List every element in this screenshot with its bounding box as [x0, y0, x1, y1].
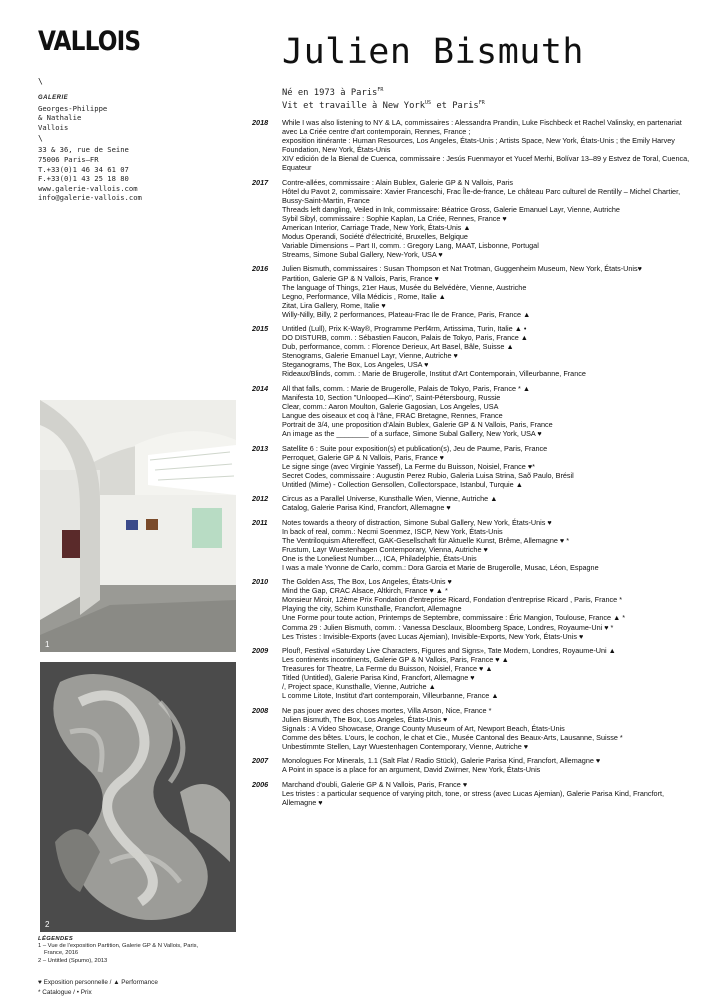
born-line	[282, 85, 485, 98]
exhibition-entry: Ne pas jouer avec des choses mortes, Villa Arson, Nice, France *	[282, 705, 492, 715]
exhibition-entry: The language of Things, 21er Haus, Musée du Belvédère, Vienne, Austriche	[282, 282, 527, 292]
exhibition-entry: Contre-allées, commissaire : Alain Bublex, Galerie GP & N Vallois, Paris	[282, 177, 514, 187]
year-entries	[282, 756, 692, 774]
photo-number: 1	[45, 640, 50, 649]
tick-mark: \	[38, 77, 43, 86]
year-group	[252, 118, 692, 172]
year-entries	[282, 444, 692, 489]
year-group	[252, 444, 692, 489]
exhibition-entry: Monsieur Miroir, 12ème Prix Fondation d'entreprise Ricard, Fondation d'entreprise Ricard , Paris, France *	[282, 595, 623, 605]
exhibition-entry: Portrait de 3/4, une proposition d'Alain Bublex, Galerie GP & N Vallois, Paris, France	[282, 420, 553, 430]
exhibition-entry: One is the Loneliest Number..., ICA, Philadelphie, États-Unis	[282, 553, 477, 563]
year-entries	[282, 264, 692, 318]
year-label: 2006	[252, 779, 269, 789]
exhibition-entry: Langue des oiseaux et coq à l'âne, FRAC Bretagne, Rennes, France	[282, 410, 503, 420]
year-label: 2008	[252, 705, 269, 715]
year-label: 2007	[252, 756, 269, 766]
exhibition-entry: Sybil Sibyl, commissaire : Sophie Kaplan, La Criée, Rennes, France ♥	[282, 213, 507, 223]
exhibition-entry: Comme des bêtes. L'ours, le cochon, le chat et Cie., Musée Cantonal des Beaux-Arts, Lausanne, Suisse *	[282, 732, 623, 742]
artwork-photo	[40, 662, 236, 932]
exhibition-photo	[40, 400, 236, 652]
exhibition-entry: While I was also listening to NY & LA, commissaires : Alessandra Prandin, Luke Fischbeck et Rachel Valinsky, en partenariat avec La Criée centre d'art contemporain, Rennes, France ;	[282, 118, 682, 137]
exhibition-entry: Treasures for Theatre, La Ferme du Buisson, Noisiel, France ♥ ▲	[282, 664, 493, 674]
exhibition-entry: Monologues For Minerals, 1.1 (Salt Flat / Radio Stück), Galerie Parisa Kind, Francfort, Allemagne ♥	[282, 756, 601, 766]
exhibition-entry: Rideaux/Blinds, comm. : Marie de Brugerolle, Institut d'Art Contemporain, Villeurbanne, France	[282, 369, 586, 379]
exhibition-entry: Plouf!, Festival «Saturday Live Characters, Figures and Signs», Tate Modern, Londres, Royaume-Uni ▲	[282, 646, 616, 655]
exhibition-entry: Notes towards a theory of distraction, Simone Subal Gallery, New York, États-Unis ♥	[282, 517, 552, 527]
legend-line: 1 – Vue de l'exposition Partition, Galerie GP & N Vallois, Paris,	[38, 943, 199, 950]
exhibition-entry: Legno, Performance, Villa Médicis , Rome, Italie ▲	[282, 291, 446, 301]
exhibition-entry: Julien Bismuth, The Box, Los Angeles, États-Unis ♥	[282, 714, 448, 724]
year-label: 2016	[252, 264, 269, 274]
year-group	[252, 577, 692, 640]
exhibition-entry: All that falls, comm. : Marie de Brugerolle, Palais de Tokyo, Paris, France * ▲	[282, 383, 531, 393]
exhibition-entry: Signals : A Video Showcase, Orange County Museum of Art, Newport Beach, États-Unis	[282, 723, 565, 733]
symbol-key	[38, 978, 158, 997]
country-code: FR	[377, 87, 384, 93]
exhibition-entry: Les continents incontinents, Galerie GP & N Vallois, Paris, France ♥ ▲	[282, 655, 509, 665]
tick-mark: \	[38, 134, 43, 144]
exhibition-entry: Les tristes : a particular sequence of varying pitch, tone, or stress (avec Lucas Ajemian), Galerie Parisa Kind, Francfort, Allemagne ♥	[282, 788, 665, 807]
year-label: 2014	[252, 383, 269, 393]
year-entries	[282, 577, 692, 640]
exhibition-entry: Marchand d'oubli, Galerie GP & N Vallois, Paris, France ♥	[282, 779, 468, 789]
exhibition-entry: Les Tristes : Invisible-Exports (avec Lucas Ajemian), Invisible-Exports, New York, États-Unis ♥	[282, 631, 584, 641]
gallery-info	[38, 94, 218, 203]
exhibition-entry: Zitat, Lira Gallery, Rome, Italie ♥	[282, 300, 386, 310]
exhibition-entry: The Golden Ass, The Box, Los Angeles, États-Unis ♥	[282, 577, 452, 587]
year-label: 2018	[252, 118, 269, 127]
exhibition-entry: Dub, performance, comm. : Florence Derieux, Art Basel, Bâle, Suisse ▲	[282, 342, 514, 352]
exhibition-entry: Playing the city, Schirn Kunsthalle, Francfort, Allemagne	[282, 604, 462, 614]
year-label: 2015	[252, 324, 269, 334]
legend-line: France, 2016	[44, 950, 79, 957]
exhibition-entry: Variable Dimensions – Part II, comm. : Gregory Lang, MAAT, Lisbonne, Portugal	[282, 241, 539, 250]
exhibition-entry: Perroquet, Galerie GP & N Vallois, Paris, France ♥	[282, 452, 444, 462]
exhibition-entry: /, Project space, Kunsthalle, Vienne, Autriche ▲	[282, 682, 436, 692]
owner-line: Georges-Philippe	[38, 103, 108, 113]
exhibition-entry: Threads left dangling, Veiled in Ink, commissaire: Béatrice Gross, Galerie Emanuel Layr, Vienne, Autriche	[282, 204, 620, 214]
exhibition-entry: Frustum, Layr Wuestenhagen Contemporary, Vienna, Autriche ♥	[282, 544, 488, 554]
exhibition-entry: The Ventriloquism Aftereffect, GAK-Gesellschaft für Aktuelle Kunst, Brême, Allemagne ♥ *	[282, 535, 570, 545]
year-entries	[282, 494, 692, 512]
website-link[interactable]: www.galerie-vallois.com	[38, 183, 138, 193]
exhibition-entry: Mind the Gap, CRAC Alsace, Altkirch, France ♥ ▲ *	[282, 586, 448, 596]
gallery-label: GALERIE	[38, 95, 69, 101]
exhibition-entry: Julien Bismuth, commissaires : Susan Thompson et Nat Trotman, Guggenheim Museum, New York, États-Unis♥	[282, 264, 642, 274]
exhibition-entry: Circus as a Parallel Universe, Kunsthalle Wien, Vienne, Autriche ▲	[282, 494, 498, 504]
legend	[38, 936, 238, 965]
key-line: ♥ Exposition personnelle / ▲ Performance	[38, 979, 158, 986]
exhibition-entry: American Interior, Carriage Trade, New York, États-Unis ▲	[282, 222, 471, 232]
sculpture-image	[40, 662, 236, 932]
exhibition-entry: Secret Codes, commissaire : Augustin Perez Rubio, Galeria Luisa Strina, Saõ Paulo, Brésil	[282, 470, 574, 480]
exhibition-entry: Untitled (Mime) - Collection Gensollen, Collectorspace, Istanbul, Turquie ▲	[282, 479, 523, 489]
exhibition-entry: Catalog, Galerie Parisa Kind, Francfort, Allemagne ♥	[282, 503, 451, 513]
exhibition-entry: Steganograms, The Box, Los Angeles, USA ♥	[282, 360, 429, 370]
exhibition-entry: Unbestimmte Stellen, Layr Wuestenhagen Contemporary, Vienne, Autriche ♥	[282, 741, 529, 751]
exhibition-entry: exposition itinérante : Human Resources, Los Angeles, États-Unis ; Artists Space, New York, États-Unis ; the Emily Harvey Foundation, New York, États-Unis	[282, 136, 675, 155]
country-code: FR	[478, 100, 485, 107]
exhibition-entry: Partition, Galerie GP & N Vallois, Paris, France ♥	[282, 273, 439, 283]
exhibition-entry: A Point in space is a place for an argument, David Zwirner, New York, États-Unis	[282, 765, 541, 775]
year-entries	[282, 646, 692, 700]
gallery-logo: VALLOIS	[38, 26, 141, 57]
year-entries	[282, 518, 692, 572]
photo-number: 2	[45, 920, 50, 929]
exhibition-list	[252, 118, 692, 812]
exhibition-entry: Une Forme pour toute action, Printemps de Septembre, commissaire : Éric Mangion, Toulouse, France ▲ *	[282, 613, 626, 623]
year-entries	[282, 706, 692, 751]
year-entries	[282, 324, 692, 378]
exhibition-entry: L comme Litote, Institut d'art contemporain, Villeurbanne, France ▲	[282, 691, 499, 701]
year-group	[252, 494, 692, 512]
artist-bio	[282, 85, 485, 112]
year-label: 2010	[252, 577, 269, 587]
year-group	[252, 706, 692, 751]
year-group	[252, 264, 692, 318]
exhibition-entry: Untitled (Lull), Prix K-Way®, Programme Perf4rm, Artissima, Turin, Italie ▲ •	[282, 324, 527, 334]
exhibition-entry: Manifesta 10, Section "Unlooped—Kino", Saint-Pétersbourg, Russie	[282, 392, 501, 402]
email-link[interactable]: info@galerie-vallois.com	[38, 193, 142, 203]
exhibition-entry: Modus Operandi, Société d'électricité, Bruxelles, Belgique	[282, 231, 468, 241]
exhibition-entry: Stenograms, Galerie Emanuel Layr, Vienne, Autriche ♥	[282, 351, 458, 361]
year-entries	[282, 780, 692, 807]
owner-line: Vallois	[38, 122, 69, 132]
exhibition-entry: XIV edición de la Bienal de Cuenca, commissaire : Jesús Fuenmayor et Yucef Merhi, Bolívar 13–89 y Estvez de Toral, Cuenca, Equateur	[282, 154, 690, 173]
exhibition-entry: Comma 29 : Julien Bismuth, comm. : Vanessa Desclaux, Bloomberg Space, Londres, Royaume-Uni ♥ *	[282, 622, 614, 632]
exhibition-entry: DO DISTURB, comm. : Sébastien Faucon, Palais de Tokyo, Paris, France ▲	[282, 333, 528, 343]
year-group	[252, 324, 692, 378]
year-group	[252, 646, 692, 700]
year-label: 2012	[252, 494, 269, 504]
exhibition-entry: Willy-Nilly, Billy, 2 performances, Plateau-Frac Ile de France, Paris, France ▲	[282, 309, 531, 319]
exhibition-entry: Titled (Untitled), Galerie Parisa Kind, Francfort, Allemagne ♥	[282, 673, 475, 683]
country-code: US	[425, 100, 432, 107]
lives-text: et Paris	[431, 101, 479, 112]
address-line: 33 & 36, rue de Seine	[38, 145, 129, 155]
fax: F.+33(0)1 43 25 18 80	[38, 174, 129, 184]
exhibition-entry: Hôtel du Pavot 2, commissaire: Xavier Franceschi, Frac Île-de-france, Le château Parc culturel de Rentilly – Michel Chartier, Bussy-Saint-Martin, France	[282, 186, 681, 205]
exhibition-entry: Clear, comm.: Aaron Moulton, Galerie Gagosian, Los Angeles, USA	[282, 401, 499, 411]
legend-title: LÉGENDES	[38, 936, 74, 942]
year-group	[252, 756, 692, 774]
key-line: * Catalogue / • Prix	[38, 988, 92, 996]
exhibition-entry: Streams, Simone Subal Gallery, New-York, USA ♥	[282, 250, 443, 260]
gallery-room-image	[40, 400, 236, 652]
owner-line: & Nathalie	[38, 113, 82, 123]
lives-line	[282, 98, 485, 111]
legend-line: 2 – Untitled (Spumo), 2013	[38, 957, 108, 964]
year-group	[252, 518, 692, 572]
exhibition-entry: I was a male Yvonne de Carlo, comm.: Dora Garcia et Marie de Brugerolle, Musac, Léon, Espagne	[282, 562, 599, 572]
address-line: 75006 Paris–FR	[38, 154, 99, 164]
born-text: Né en 1973 à Paris	[282, 87, 378, 98]
lives-text: Vit et travaille à New York	[282, 101, 425, 112]
exhibition-entry: Le signe singe (avec Virginie Yassef), La Ferme du Buisson, Noisiel, France ♥*	[282, 461, 535, 471]
exhibition-entry: Satellite 6 : Suite pour exposition(s) et publication(s), Jeu de Paume, Paris, France	[282, 443, 548, 453]
artist-name: Julien Bismuth	[282, 32, 585, 72]
year-group	[252, 780, 692, 807]
year-label: 2017	[252, 177, 269, 187]
year-label: 2011	[252, 517, 268, 527]
year-entries	[282, 384, 692, 438]
year-label: 2009	[252, 646, 269, 655]
year-group	[252, 178, 692, 259]
year-group	[252, 384, 692, 438]
exhibition-entry: In back of real, comm.: Necmi Soenmez, ISCP, New York, États-Unis	[282, 526, 503, 536]
exhibition-entry: An image as the ________ of a surface, Simone Subal Gallery, New York, USA ♥	[282, 429, 542, 439]
year-entries	[282, 178, 692, 259]
year-label: 2013	[252, 443, 269, 453]
phone: T.+33(0)1 46 34 61 07	[38, 164, 129, 174]
year-entries	[282, 118, 692, 172]
